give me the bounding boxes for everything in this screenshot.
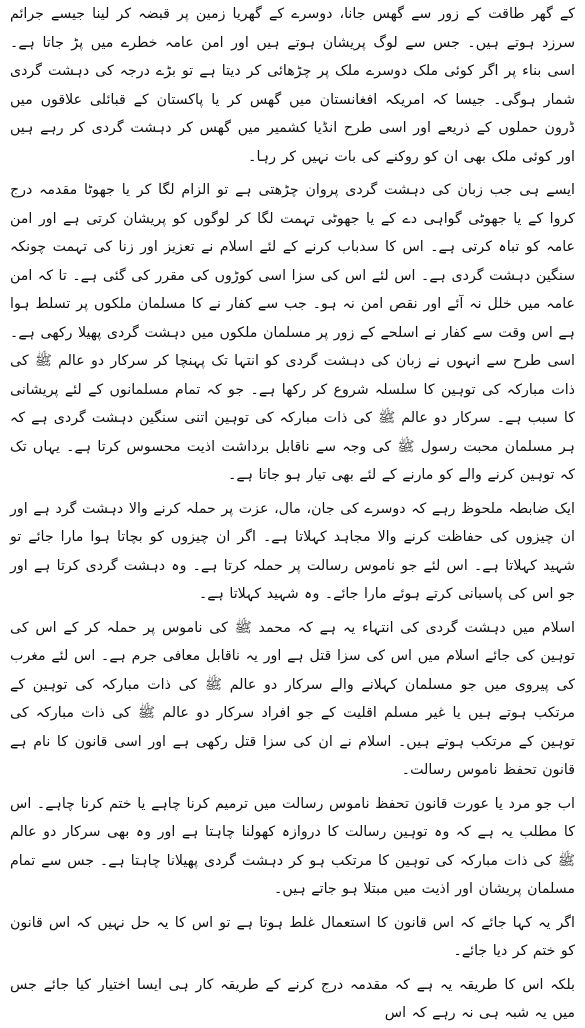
paragraph-2: ایسے ہی جب زبان کی دہشت گردی پروان چڑھتی ہے تو الزام لگا کر یا جھوٹا مقدمہ درج کروا کے یا جھوٹی گواہی دے کے یا جھوٹی تہمت لگا کر لوگوں کو پریشان کرتی ہے اور امن عامہ کو تباہ کرتی ہے۔ اس کا سدباب کرنے کے لئے اسلام نے تعزیز اور زنا کی تہمت چونکہ سنگین دہشت گردی ہے۔ اس لئے اس کی سزا اسی کوڑوں کی مقرر کی گئی ہے۔ تا کہ امن عامہ میں خلل نہ آئے اور نقص امن نہ ہو۔ جب سے کفار نے کا مسلمان ملکوں پر تسلط ہوا ہے اس وقت سے کفار نے اسلحے کے زور پر مسلمان ملکوں میں دہشت گردی پھیلا رکھی ہے۔ اسی طرح سے انہوں نے زبان کی دہشت گردی کو انتہا تک پہنچا کر سرکار دو عالم ﷺ کی ذات مبارکہ کی توہین کا سلسلہ شروع کر رکھا ہے۔ جو کہ تمام مسلمانوں کے لئے پریشانی کا سبب ہے۔ سرکار دو عالم ﷺ کی ذات مبارکہ کی توہین اتنی سنگین دہشت گردی ہے کہ ہر مسلمان محبت رسول ﷺ کی وجہ سے ناقابل برداشت اذیت محسوس کرتا ہے۔ یہاں تک کہ توہین کرنے والے کو مارنے کے لئے بھی تیار ہو جاتا ہے۔ [10, 182, 575, 483]
paragraph-7: بلکہ اس کا طریقہ یہ ہے کہ مقدمہ درج کرنے کے طریقہ کار ہی ایسا اختیار کیا جائے جس میں یہ شبہ ہی نہ رہے کہ اس [10, 976, 575, 1021]
paragraph-3: ایک ضابطہ ملحوظ رہے کہ دوسرے کی جان، مال، عزت پر حملہ کرنے والا دہشت گرد ہے اور ان چیزوں کی حفاظت کرنے والا مجاہد کہلاتا ہے۔ اگر ان چیزوں کو بچاتا ہوا مارا جائے تو شہید کہلاتا ہے۔ اس لئے جو ناموس رسالت پر حملہ کرتا ہے۔ وہ دہشت گردی کرتا ہے اور جو اس کی پاسبانی کرتے ہوئے مارا جائے۔ وہ شہید کہلاتا ہے۔ [10, 500, 575, 602]
paragraph-6: اگر یہ کہا جائے کہ اس قانون کا استعمال غلط ہوتا ہے تو اس کا یہ حل نہیں کہ اس قانون کو ختم کر دیا جائے۔ [10, 914, 575, 959]
paragraph-4: اسلام میں دہشت گردی کی انتہاء یہ ہے کہ محمد ﷺ کی ناموس پر حملہ کر کے اس کی توہین کی جائے اسلام میں اس کی سزا قتل ہے اور یہ ناقابل معافی جرم ہے۔ اس لئے مغرب کی پیروی میں جو مسلمان کہلانے والے سرکار دو عالم ﷺ کی ذات مبارکہ کی توہین کے مرتکب ہوتے ہیں یا غیر مسلم اقلیت کے جو افراد سرکار دو عالم ﷺ کی ذات مبارکہ کی توہین کے مرتکب ہوتے ہیں۔ اسلام نے ان کی سزا قتل رکھی ہے اور اسی قانون کا نام ہے قانون تحفظ ناموس رسالت۔ [10, 619, 575, 778]
paragraph-1: کے گھر طاقت کے زور سے گھس جانا، دوسرے کے گھریا زمین پر قبضہ کر لینا جیسے جرائم سرزد ہوتے ہیں۔ جس سے لوگ پریشان ہوتے ہیں اور امن عامہ خطرے میں پڑ جاتا ہے۔ اسی بناء پر اگر کوئی ملک دوسرے ملک پر چڑھائی کر دیتا ہے تو بڑے درجہ کی دہشت گردی شمار ہوگی۔ جیسا کہ امریکہ افغانستان میں گھس کر یا پاکستان کے قبائلی علاقوں میں ڈرون حملوں کے ذریعے اور اسی طرح انڈیا کشمیر میں گھس کر دہشت گردی کر رہے ہیں اور کوئی ملک بھی ان کو روکنے کی بات نہیں کر رہا۔ [10, 6, 575, 165]
paragraph-5: اب جو مرد یا عورت قانون تحفظ ناموس رسالت میں ترمیم کرنا چاہے یا ختم کرنا چاہے۔ اس کا مطلب یہ ہے کہ وہ توہین رسالت کا دروازہ کھولنا چاہتا ہے اور وہ بھی سرکار دو عالم ﷺ کی ذات مبارکہ کی توہین کا مرتکب ہو کر دہشت گردی پھیلانا چاہتا ہے۔ جس سے تمام مسلمان پریشان اور اذیت میں مبتلا ہو جاتے ہیں۔ [10, 795, 575, 897]
